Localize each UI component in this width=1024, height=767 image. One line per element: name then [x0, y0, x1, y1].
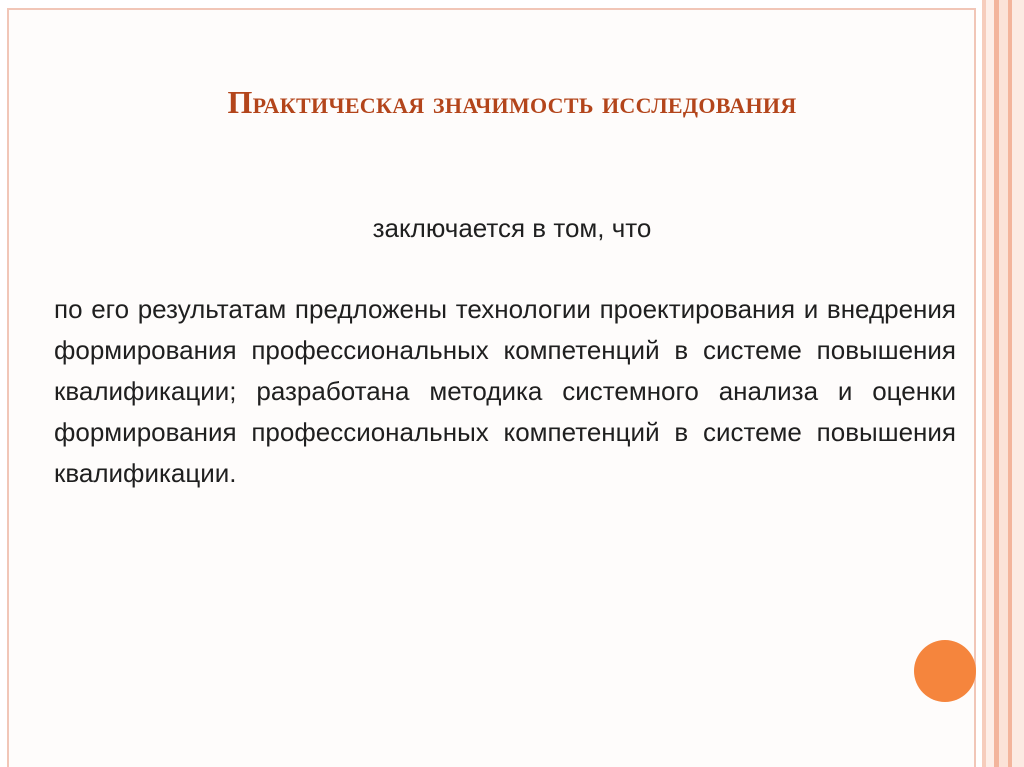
intro-text: заключается в том, что: [372, 213, 652, 243]
orange-circle-icon: [914, 640, 976, 702]
body-paragraph: по его результатам предложены технологии проектирования и внедрения формирования профессиональных компетенций в системе повышения квалификации; разработана методика системного анализа и оценки формирования профессиональных компетенций в системе повышения квалификации.: [54, 294, 956, 488]
slide-title: Практическая значимость исследования: [227, 84, 797, 120]
